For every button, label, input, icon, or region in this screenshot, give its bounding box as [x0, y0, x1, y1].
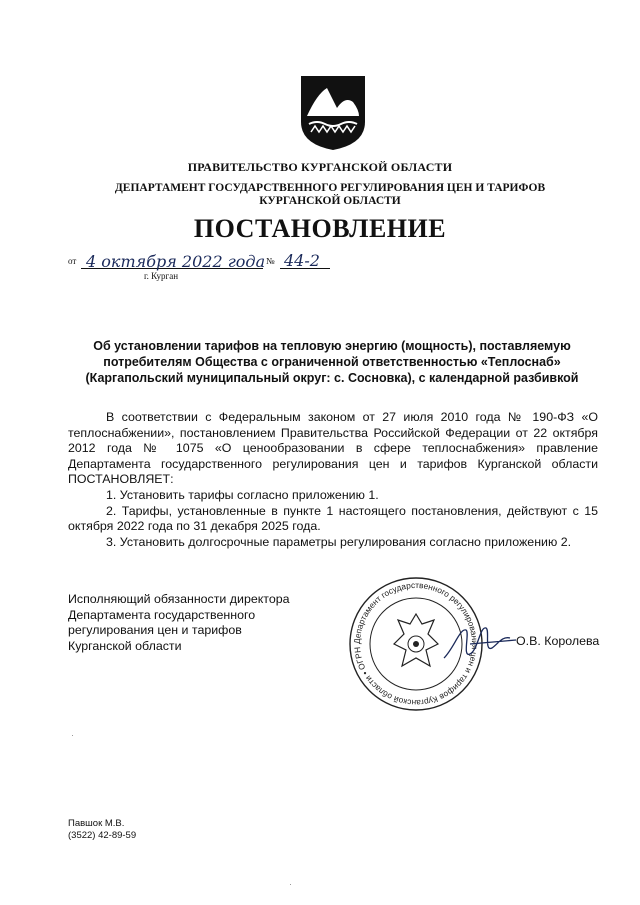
- stamp-ring-text: Департамент государственного регулирования цен и тарифов Курганской области • ОГРН: [351, 579, 481, 709]
- executor-name: Павшок М.В.: [68, 818, 125, 829]
- date-from-label: от: [68, 256, 77, 266]
- city-label: г. Курган: [144, 271, 179, 281]
- document-body: [68, 410, 598, 550]
- department-title: ДЕПАРТАМЕНТ ГОСУДАРСТВЕННОГО РЕГУЛИРОВАНИЯ ЦЕН И ТАРИФОВ КУРГАНСКОЙ ОБЛАСТИ: [114, 182, 546, 207]
- executor-phone: (3522) 42-89-59: [68, 830, 137, 841]
- executor-info: [68, 818, 136, 842]
- handwritten-date: 4 октября 2022 года: [86, 252, 266, 271]
- signer-position-line: Исполняющий обязанности директора: [68, 592, 290, 606]
- resolution-item: 3. Установить долгосрочные параметры регулирования согласно приложению 2.: [106, 534, 572, 549]
- signer-name: О.В. Королева: [516, 634, 600, 648]
- number-label: №: [266, 256, 275, 266]
- preamble-paragraph: В соответствии с Федеральным законом от 27 июля 2010 года № 190-ФЗ «О теплоснабжении», постановлением Правительства Российской Федерации от 22 октября 2012 года № 1075 «О ценообразовании в сфере теплоснабжения» правление Департамента государственного регулирования цен и тарифов Курганской области ПОСТАНОВЛЯЕТ:: [68, 410, 598, 487]
- resolution-item: 1. Установить тарифы согласно приложению 1.: [106, 487, 379, 502]
- handwritten-signature: [440, 618, 520, 668]
- signer-position-line: Курганской области: [68, 638, 182, 653]
- scan-speck: [72, 735, 73, 736]
- document-subject: Об установлении тарифов на тепловую энергию (мощность), поставляемую потребителям Общества с ограниченной ответственностью «Теплоснаб» (Каргапольский муниципальный округ: с. Сосновка), с календарной разбивкой: [85, 339, 579, 385]
- scan-speck: [290, 884, 291, 885]
- signer-position-line: регулирования цен и тарифов: [68, 623, 242, 638]
- handwritten-number: 44-2: [284, 251, 320, 270]
- resolution-item: 2. Тарифы, установленные в пункте 1 настоящего постановления, действуют с 15 октября 2022 года по 31 декабря 2025 года.: [68, 503, 598, 534]
- document-type-title: ПОСТАНОВЛЕНИЕ: [193, 214, 447, 243]
- signer-position: [68, 592, 290, 654]
- kurgan-region-coat-of-arms-icon: [293, 72, 373, 152]
- government-title: ПРАВИТЕЛЬСТВО КУРГАНСКОЙ ОБЛАСТИ: [187, 160, 453, 174]
- signer-position-line: Департамента государственного: [68, 607, 256, 622]
